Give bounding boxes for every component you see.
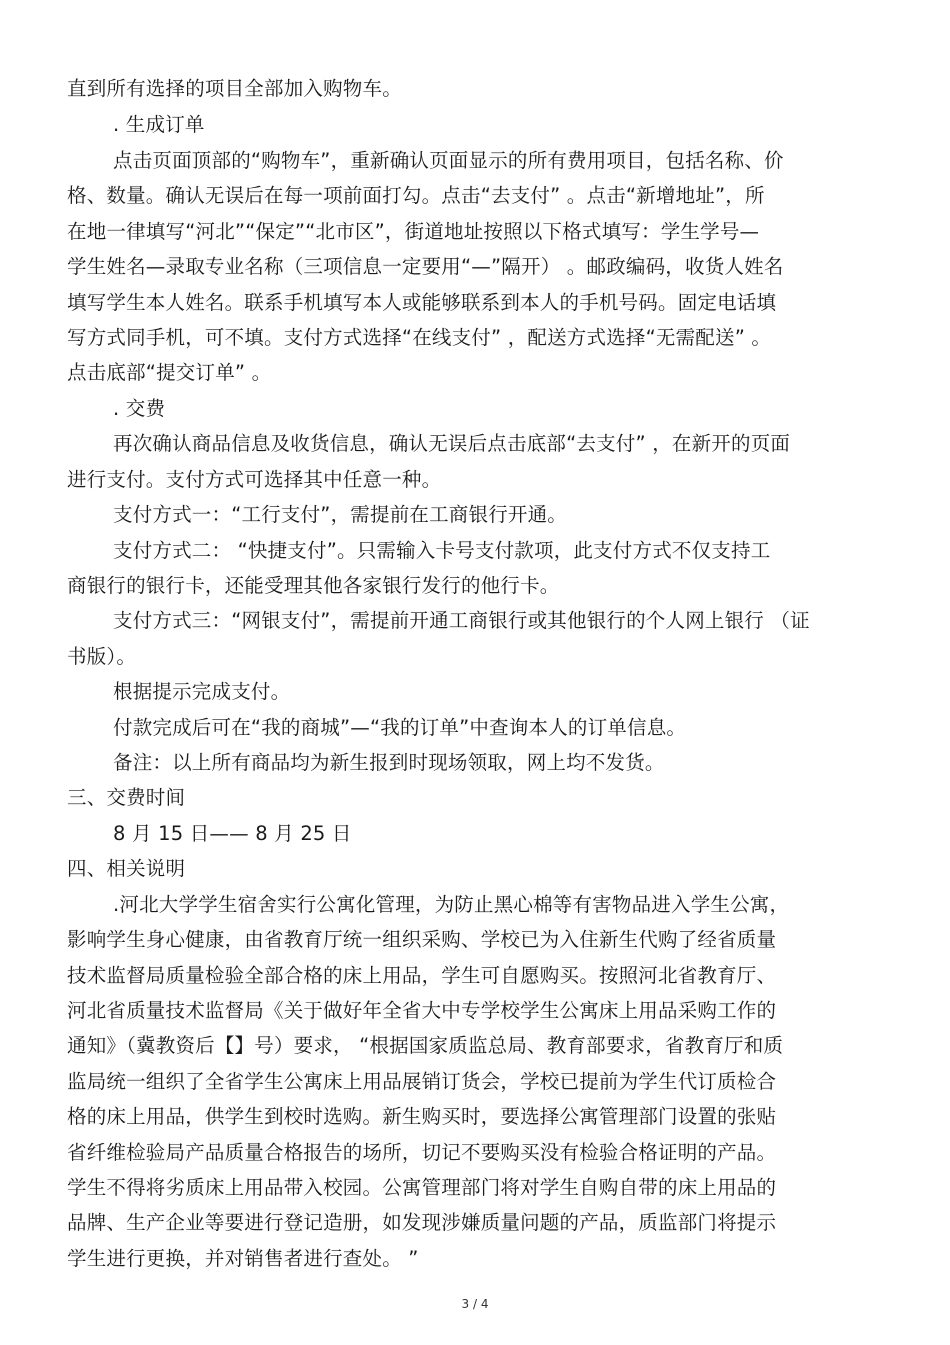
text-line: 商银行的银行卡，还能受理其他各家银行发行的他行卡。 [67, 574, 560, 597]
section-heading: . 交费 [113, 397, 166, 420]
text-line: 付款完成后可在“我的商城”—“我的订单”中查询本人的订单信息。 [113, 716, 687, 739]
text-line: 监局统一组织了全省学生公寓床上用品展销订货会，学校已提前为学生代订质检合 [67, 1070, 777, 1093]
text-line: 进行支付。支付方式可选择其中任意一种。 [67, 468, 442, 491]
text-line: .河北大学学生宿舍实行公寓化管理，为防止黑心棉等有害物品进入学生公寓， [113, 893, 790, 916]
text-line: 点击页面顶部的“购物车”，重新确认页面显示的所有费用项目，包括名称、价 [113, 149, 784, 172]
text-line: 支付方式一：“工行支付”，需提前在工商银行开通。 [113, 503, 568, 526]
text-line: 学生姓名—录取专业名称（三项信息一定要用“—”隔开） 。邮政编码，收货人姓名 [67, 255, 784, 278]
text-line: 书版）。 [67, 645, 137, 668]
text-line: 支付方式三：“网银支付”，需提前开通工商银行或其他银行的个人网上银行 （证 [113, 609, 810, 632]
text-line: 直到所有选择的项目全部加入购物车。 [67, 77, 402, 100]
text-line: 8 月 15 日—— 8 月 25 日 [113, 822, 352, 845]
text-line: 再次确认商品信息及收货信息，确认无误后点击底部“去支付” ，在新开的页面 [113, 432, 791, 455]
page-number: 3 / 4 [461, 1297, 489, 1311]
text-line: 学生不得将劣质床上用品带入校园。公寓管理部门将对学生自购自带的床上用品的 [67, 1176, 777, 1199]
text-line: 在地一律填写“河北”“保定”“北市区”，街道地址按照以下格式填写：学生学号— [67, 220, 760, 243]
text-line: 写方式同手机，可不填。支付方式选择“在线支付” ，配送方式选择“无需配送” 。 [67, 326, 772, 349]
text-line: 省纤维检验局产品质量合格报告的场所，切记不要购买没有检验合格证明的产品。 [67, 1141, 777, 1164]
text-line: 河北省质量技术监督局《关于做好年全省大中专学校学生公寓床上用品采购工作的 [67, 999, 777, 1022]
section-heading: 四、相关说明 [67, 857, 186, 880]
text-line: 影响学生身心健康，由省教育厅统一组织采购、学校已为入住新生代购了经省质量 [67, 928, 777, 951]
text-line: 品牌、生产企业等要进行登记造册，如发现涉嫌质量问题的产品，质监部门将提示 [67, 1211, 777, 1234]
text-line: 学生进行更换，并对销售者进行查处。 ” [67, 1247, 419, 1270]
text-line: 格的床上用品，供学生到校时选购。新生购买时，要选择公寓管理部门设置的张贴 [67, 1105, 777, 1128]
text-line: 格、数量。确认无误后在每一项前面打勾。点击“去支付” 。点击“新增地址”，所 [67, 184, 765, 207]
text-line: 填写学生本人姓名。联系手机填写本人或能够联系到本人的手机号码。固定电话填 [67, 291, 777, 314]
text-line: 技术监督局质量检验全部合格的床上用品，学生可自愿购买。按照河北省教育厅、 [67, 964, 777, 987]
text-line: 支付方式二： “快捷支付”。只需输入卡号支付款项，此支付方式不仅支持工 [113, 539, 771, 562]
section-heading: 三、交费时间 [67, 786, 186, 809]
text-line: 根据提示完成支付。 [113, 680, 291, 703]
text-line: 点击底部“提交订单” 。 [67, 361, 272, 384]
section-heading: . 生成订单 [113, 113, 205, 136]
text-line: 备注：以上所有商品均为新生报到时现场领取，网上均不发货。 [113, 751, 665, 774]
text-line: 通知》（冀教资后【】号）要求， “根据国家质监总局、教育部要求，省教育厅和质 [67, 1034, 784, 1057]
